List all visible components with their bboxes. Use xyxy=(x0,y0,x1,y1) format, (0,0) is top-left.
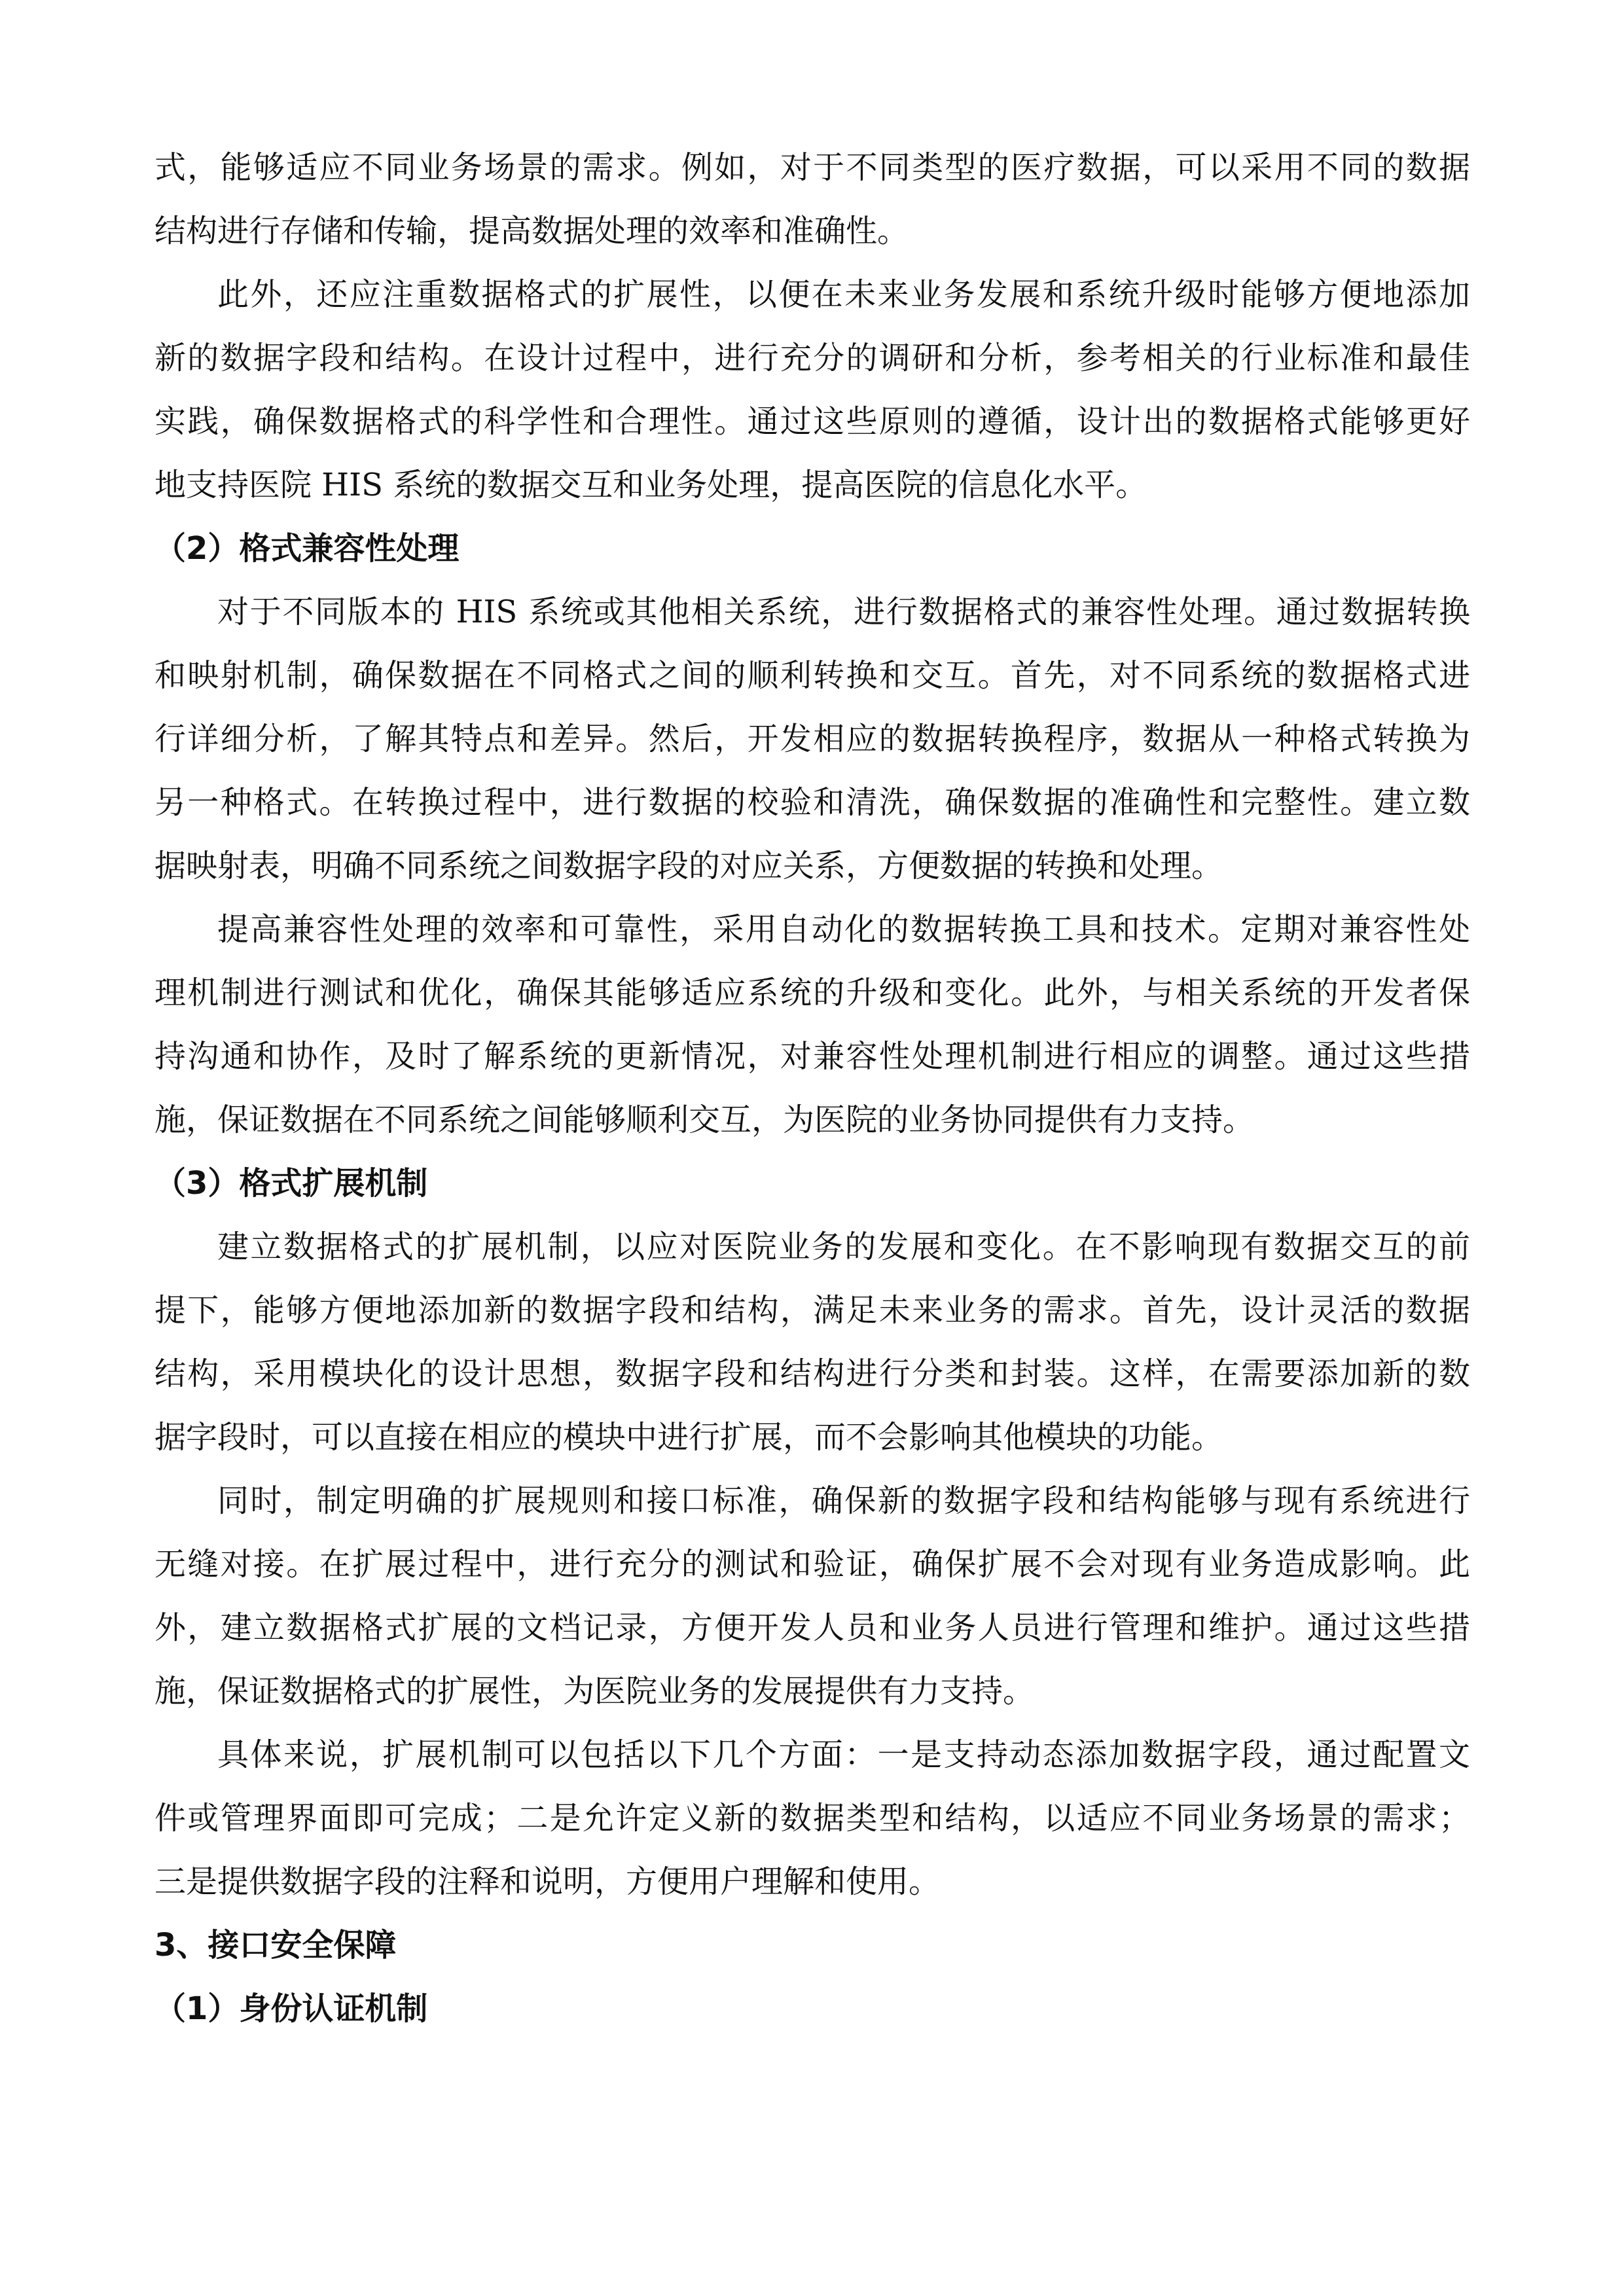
text-line: 提高兼容性处理的效率和可靠性，采用自动化的数据转换工具和技术。定期对兼容性处 xyxy=(217,911,1470,948)
section-heading-interface-security: 3、接口安全保障 xyxy=(154,1927,397,1964)
page-content xyxy=(154,136,1470,2041)
paragraph-compatibility xyxy=(154,581,1470,898)
paragraph-extensibility xyxy=(154,263,1470,517)
text-line: 具体来说，扩展机制可以包括以下几个方面：一是支持动态添加数据字段，通过配置文 xyxy=(217,1736,1470,1773)
text-line: 持沟通和协作，及时了解系统的更新情况，对兼容性处理机制进行相应的调整。通过这些措 xyxy=(154,1038,1470,1075)
text-line: 实践，确保数据格式的科学性和合理性。通过这些原则的遵循，设计出的数据格式能够更好 xyxy=(154,403,1470,440)
section-heading-authentication: （1）身份认证机制 xyxy=(154,1990,428,2027)
text-line: 行详细分析，了解其特点和差异。然后，开发相应的数据转换程序，数据从一种格式转换为 xyxy=(154,721,1470,757)
text-line: 同时，制定明确的扩展规则和接口标准，确保新的数据字段和结构能够与现有系统进行 xyxy=(217,1482,1470,1519)
paragraph-extension-mechanism xyxy=(154,1215,1470,1469)
text-line: 此外，还应注重数据格式的扩展性，以便在未来业务发展和系统升级时能够方便地添加 xyxy=(217,276,1470,313)
text-line: 式，能够适应不同业务场景的需求。例如，对于不同类型的医疗数据，可以采用不同的数据 xyxy=(154,149,1470,186)
paragraph-extension-rules xyxy=(154,1469,1470,1723)
text-line: 对于不同版本的 HIS 系统或其他相关系统，进行数据格式的兼容性处理。通过数据转换 xyxy=(217,594,1470,630)
text-line: 另一种格式。在转换过程中，进行数据的校验和清洗，确保数据的准确性和完整性。建立数 xyxy=(154,784,1470,821)
text-line: 建立数据格式的扩展机制，以应对医院业务的发展和变化。在不影响现有数据交互的前 xyxy=(217,1229,1470,1265)
text-line: 地支持医院 HIS 系统的数据交互和业务处理，提高医院的信息化水平。 xyxy=(154,467,1147,503)
text-line: 结构，采用模块化的设计思想，数据字段和结构进行分类和封装。这样，在需要添加新的数 xyxy=(154,1355,1470,1392)
paragraph-extension-details xyxy=(154,1723,1470,1914)
text-line: 理机制进行测试和优化，确保其能够适应系统的升级和变化。此外，与相关系统的开发者保 xyxy=(154,975,1470,1011)
section-heading-format-extension: （3）格式扩展机制 xyxy=(154,1165,428,1202)
text-line: 无缝对接。在扩展过程中，进行充分的测试和验证，确保扩展不会对现有业务造成影响。此 xyxy=(154,1546,1470,1583)
section-heading-format-compatibility: （2）格式兼容性处理 xyxy=(154,530,460,567)
text-line: 外，建立数据格式扩展的文档记录，方便开发人员和业务人员进行管理和维护。通过这些措 xyxy=(154,1609,1470,1646)
text-line: 提下，能够方便地添加新的数据字段和结构，满足未来业务的需求。首先，设计灵活的数据 xyxy=(154,1292,1470,1329)
text-line: 和映射机制，确保数据在不同格式之间的顺利转换和交互。首先，对不同系统的数据格式进 xyxy=(154,657,1470,694)
text-line: 件或管理界面即可完成；二是允许定义新的数据类型和结构，以适应不同业务场景的需求； xyxy=(154,1800,1470,1837)
text-line: 据映射表，明确不同系统之间数据字段的对应关系，方便数据的转换和处理。 xyxy=(154,848,1223,884)
paragraph-compatibility-efficiency xyxy=(154,898,1470,1152)
text-line: 结构进行存储和传输，提高数据处理的效率和准确性。 xyxy=(154,213,909,249)
text-line: 新的数据字段和结构。在设计过程中，进行充分的调研和分析，参考相关的行业标准和最佳 xyxy=(154,340,1470,376)
text-line: 三是提供数据字段的注释和说明，方便用户理解和使用。 xyxy=(154,1863,941,1900)
paragraph-continuation xyxy=(154,136,1470,263)
text-line: 施，保证数据格式的扩展性，为医院业务的发展提供有力支持。 xyxy=(154,1673,1035,1710)
text-line: 据字段时，可以直接在相应的模块中进行扩展，而不会影响其他模块的功能。 xyxy=(154,1419,1223,1456)
text-line: 施，保证数据在不同系统之间能够顺利交互，为医院的业务协同提供有力支持。 xyxy=(154,1102,1255,1138)
